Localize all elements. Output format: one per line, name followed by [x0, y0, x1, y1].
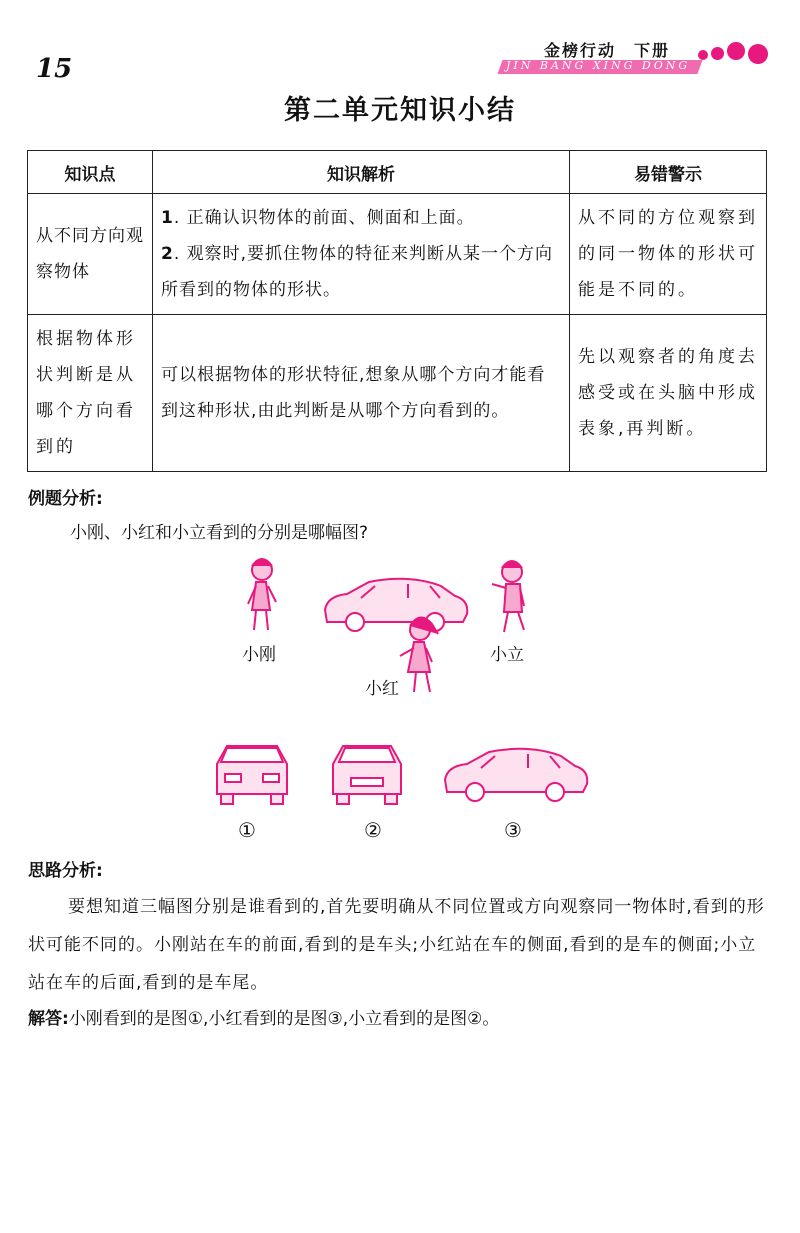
row1-point: 从不同方向观察物体	[28, 194, 153, 315]
analysis-line: 1. 正确认识物体的前面、侧面和上面。	[161, 208, 475, 228]
table-header-row	[28, 151, 767, 194]
label-xiaoli: 小立	[490, 645, 524, 665]
answer-line	[28, 1000, 770, 1038]
row2-point: 根据物体形状判断是从哪个方向看到的	[28, 315, 153, 472]
car-views	[205, 740, 605, 810]
page-title: 第二单元知识小结	[284, 95, 516, 126]
answer-text: 小刚看到的是图①,小红看到的是图③,小立看到的是图②。	[68, 1009, 500, 1029]
page-number: 15	[36, 54, 73, 84]
analysis-line: 2. 观察时,要抓住物体的特征来判断从某一个方向所看到的物体的形状。	[161, 244, 554, 300]
car-side-icon	[325, 579, 467, 631]
row1-warning: 从不同的方位观察到的同一物体的形状可能是不同的。	[570, 194, 767, 315]
girl-xiaohong-icon	[400, 617, 438, 692]
brand-banner	[500, 36, 770, 84]
boy-xiaogang-icon	[248, 559, 276, 630]
summary-table	[27, 150, 767, 472]
answer-label: 解答:	[28, 1009, 69, 1029]
header-warning: 易错警示	[570, 151, 767, 194]
row2-warning: 先以观察者的角度去感受或在头脑中形成表象,再判断。	[570, 315, 767, 472]
car-rear-icon	[333, 746, 401, 804]
table-row	[28, 194, 767, 315]
example-label: 例题分析:	[28, 489, 103, 509]
boy-xiaoli-icon	[492, 561, 524, 632]
reasoning-text: 要想知道三幅图分别是谁看到的,首先要明确从不同位置或方向观察同一物体时,看到的形状可能不同的。小刚站在车的前面,看到的是车头;小红站在车的侧面,看到的是车的侧面;小立站在车的后面,看到的是车尾。	[28, 897, 765, 993]
table-row	[28, 315, 767, 472]
brand-volume: 下册	[633, 41, 670, 60]
option-2-label: ②	[364, 818, 382, 842]
header-analysis: 知识解析	[153, 151, 570, 194]
brand-name: 金榜行动	[543, 41, 616, 60]
brand-title	[526, 38, 670, 61]
header-knowledge-point: 知识点	[28, 151, 153, 194]
car-side-view-icon	[445, 749, 587, 801]
label-xiaogang: 小刚	[242, 645, 276, 665]
option-3-label: ③	[504, 818, 522, 842]
example-question: 小刚、小红和小立看到的分别是哪幅图?	[70, 523, 369, 543]
brand-pinyin: JIN BANG XING DONG	[506, 59, 691, 72]
decorative-dots-icon	[698, 38, 770, 66]
reasoning-label: 思路分析:	[28, 861, 103, 881]
car-front-icon	[217, 746, 287, 804]
option-1-label: ①	[238, 818, 256, 842]
row2-analysis: 可以根据物体的形状特征,想象从哪个方向才能看到这种形状,由此判断是从哪个方向看到的。	[153, 315, 570, 472]
label-xiaohong: 小红	[365, 679, 399, 699]
row1-analysis	[153, 194, 570, 315]
